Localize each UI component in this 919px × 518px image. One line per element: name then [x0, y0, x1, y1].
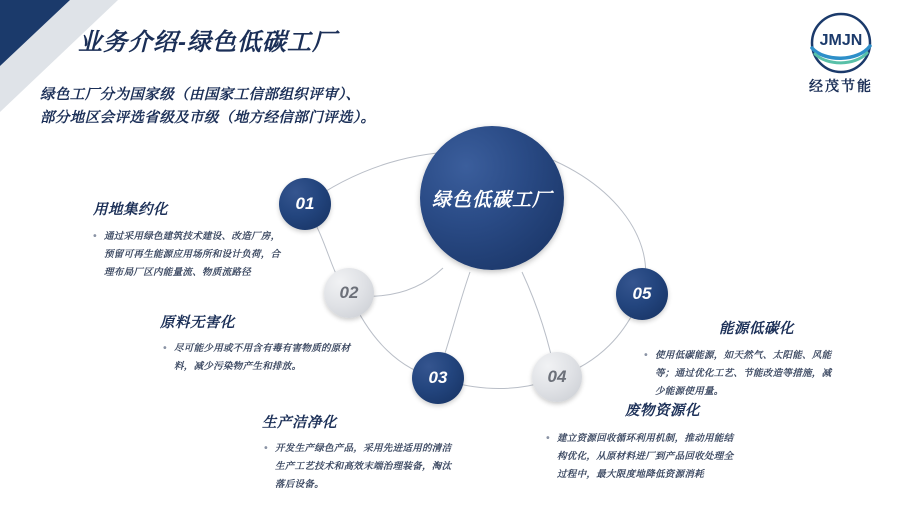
node-02-body: • 尽可能少用或不用含有毒有害物质的原材料，减少污染物产生和排放。 [174, 340, 354, 376]
logo-company-name: 经茂节能 [809, 78, 873, 94]
node-01-circle[interactable] [279, 178, 331, 230]
node-03-body: • 开发生产绿色产品，采用先进适用的清洁生产工艺技术和高效末端治理装备，淘汰落后设备。 [275, 440, 455, 494]
node-05-body: • 使用低碳能源，如天然气、太阳能、风能等；通过优化工艺、节能改造等措施，减少能源使用量。 [655, 347, 840, 401]
node-03-circle[interactable] [412, 352, 464, 404]
page-title: 业务介绍-绿色低碳工厂 [78, 29, 337, 56]
node-04-circle[interactable] [532, 352, 582, 402]
node-04-body: • 建立资源回收循环利用机制，推动用能结构优化，从原材料进厂到产品回收处理全过程中，最大限度地降低资源消耗 [557, 430, 742, 484]
center-node [420, 126, 564, 270]
node-03-heading: 生产洁净化 [262, 415, 337, 431]
node-01-number: 01 [295, 194, 315, 213]
subtitle-line-1: 绿色工厂分为国家级（由国家工信部组织评审）、 [40, 87, 361, 103]
node-05-number: 05 [632, 284, 652, 303]
node-02-number: 02 [339, 283, 359, 302]
node-05-heading: 能源低碳化 [719, 321, 794, 337]
logo-monogram: JMJN [819, 32, 863, 49]
node-05-circle[interactable] [616, 268, 668, 320]
node-01-heading: 用地集约化 [93, 202, 168, 218]
page-subtitle [40, 84, 375, 130]
node-01-body: • 通过采用绿色建筑技术建设、改造厂房，预留可再生能源应用场所和设计负荷，合理布局厂区内能量流、物质流路径 [104, 228, 284, 282]
node-03-number: 03 [428, 368, 448, 387]
node-02-circle[interactable] [324, 268, 374, 318]
subtitle-line-2: 部分地区会评选省级及市级（地方经信部门评选）。 [40, 110, 376, 126]
node-02-heading: 原料无害化 [160, 315, 235, 331]
logo-mark-icon [804, 12, 878, 74]
company-logo [787, 12, 895, 104]
logo-svg [804, 12, 878, 74]
center-node-label: 绿色低碳工厂 [431, 189, 552, 211]
node-04-heading: 废物资源化 [625, 403, 700, 419]
node-04-number: 04 [547, 367, 567, 386]
